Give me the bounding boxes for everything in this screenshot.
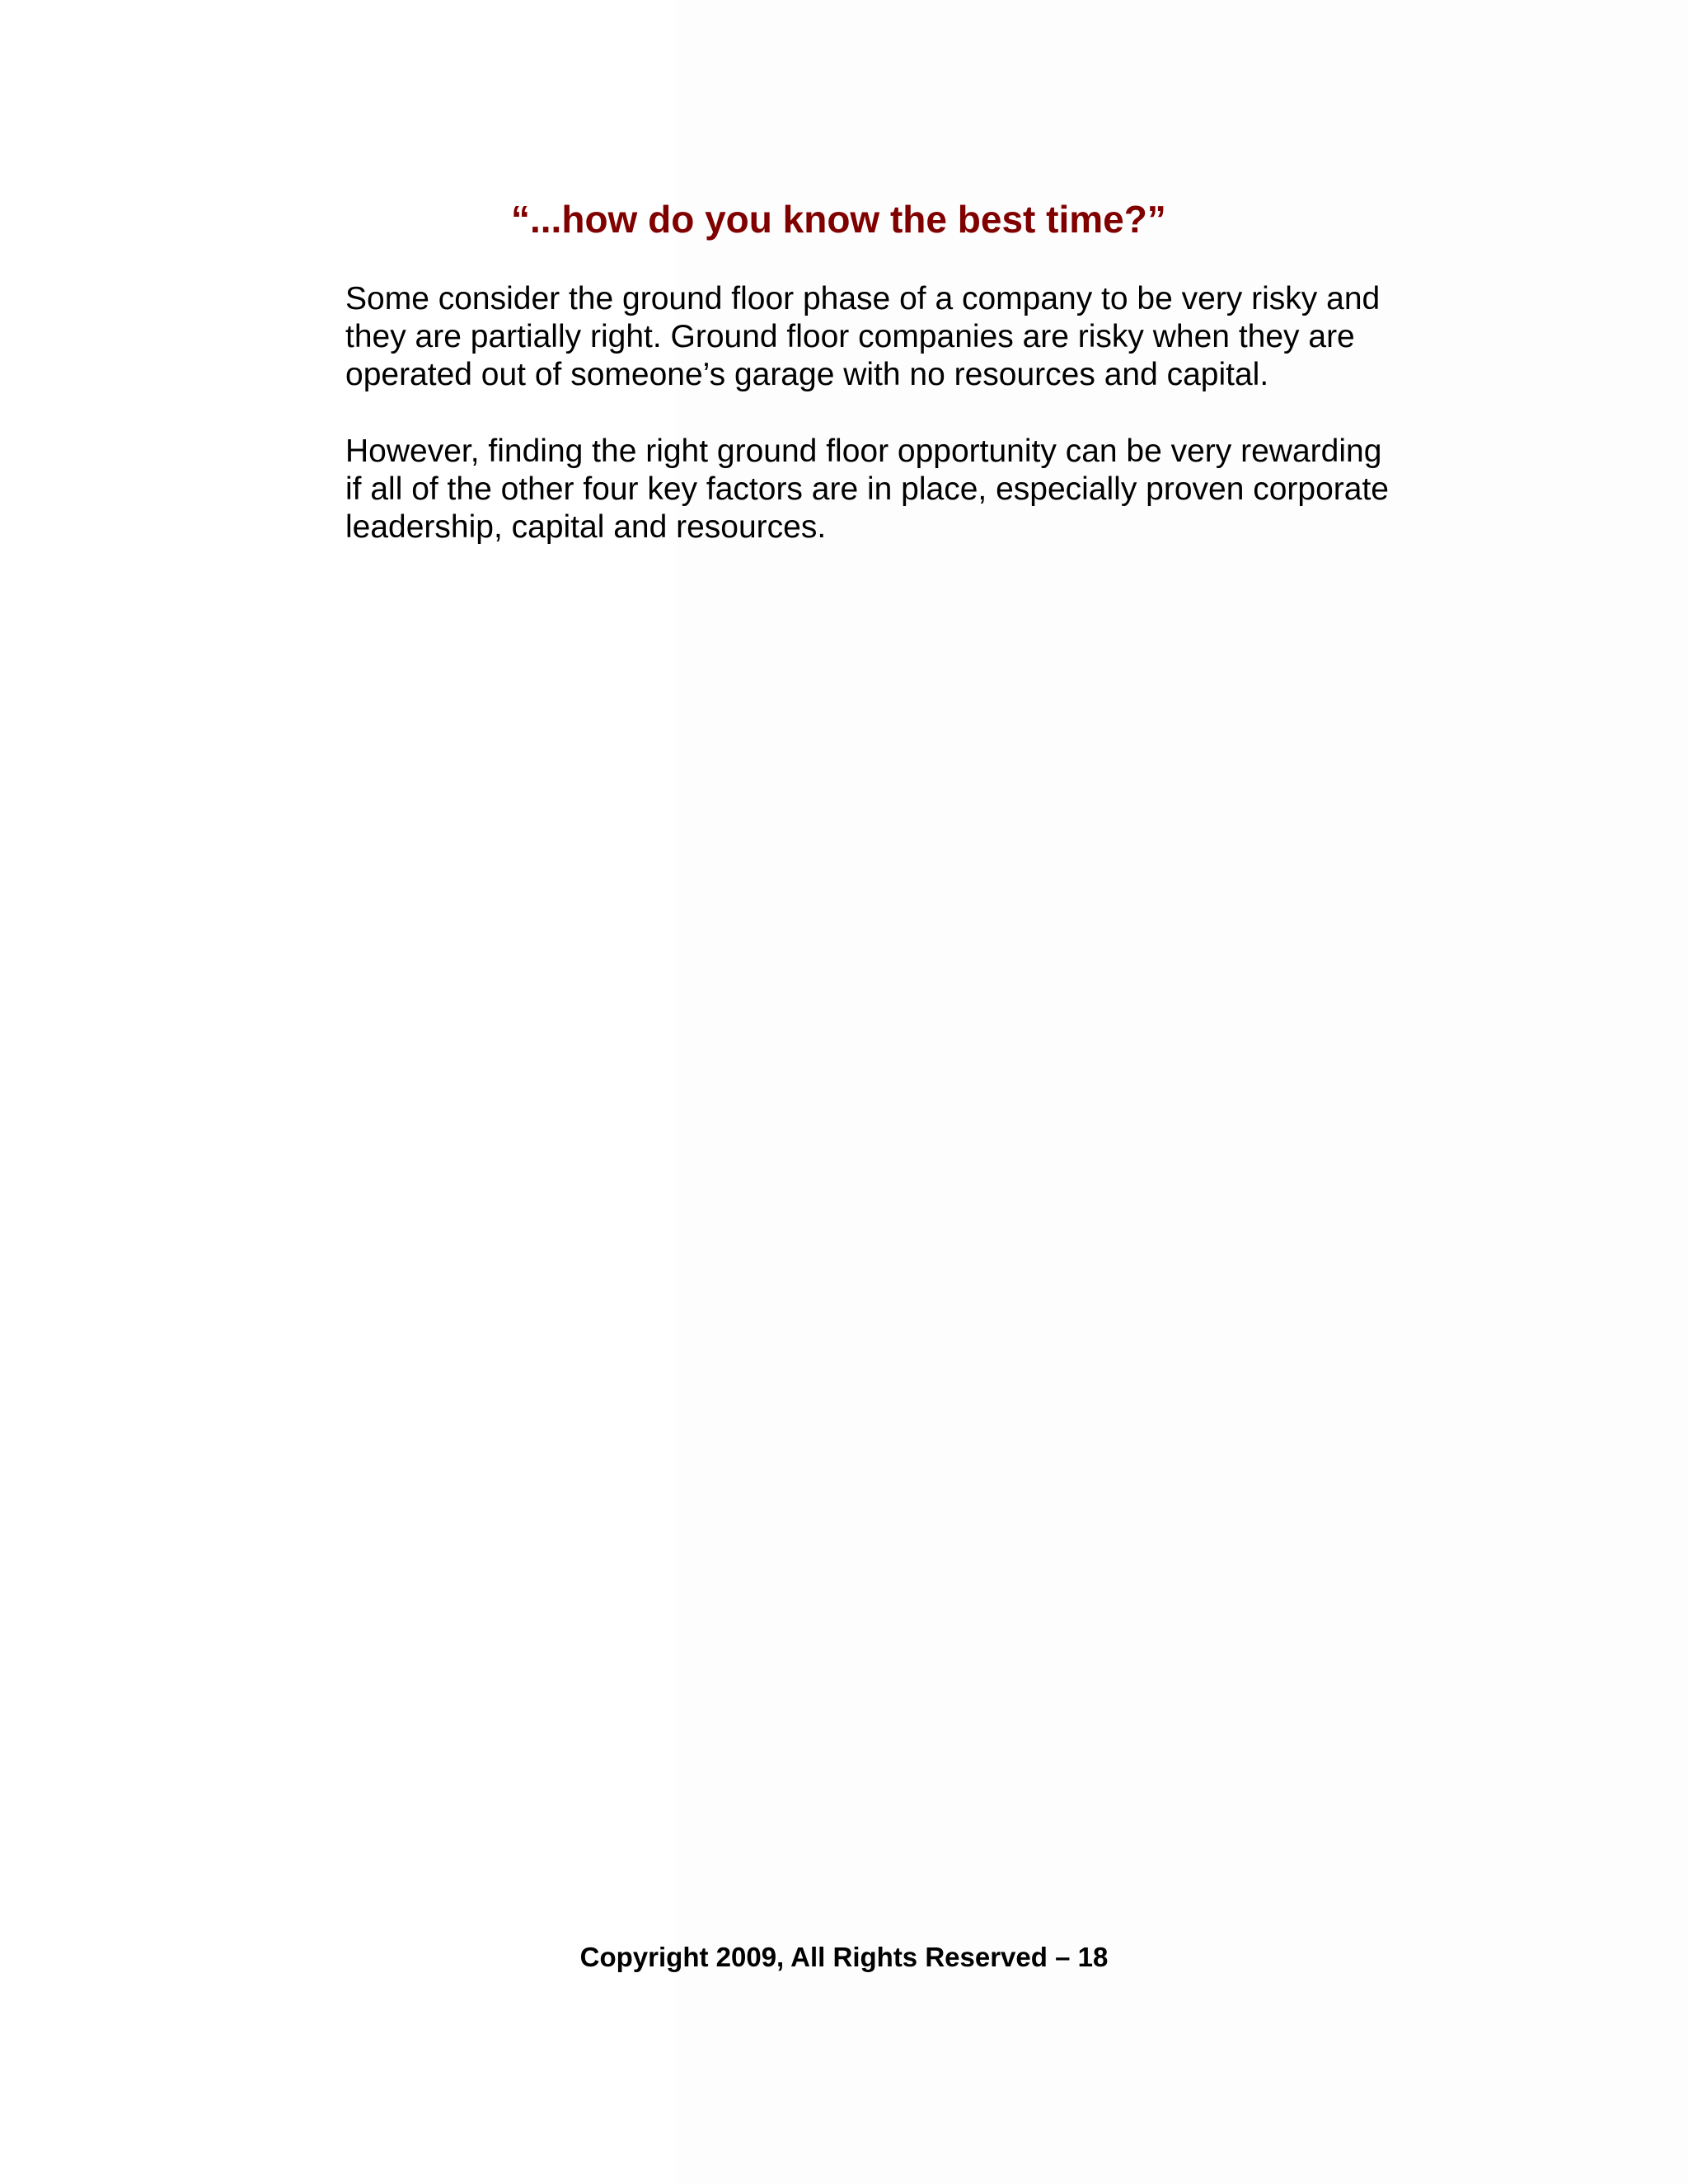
paragraph-line: operated out of someone’s garage with no resources and capital.: [345, 357, 1269, 392]
page-heading: “...how do you know the best time?”: [511, 198, 1166, 241]
paragraph-line: leadership, capital and resources.: [345, 509, 827, 545]
paragraph-line: if all of the other four key factors are in place, especially proven corporate: [345, 471, 1389, 507]
body-paragraph: [345, 280, 1442, 394]
paragraph-line: Some consider the ground floor phase of a company to be very risky and: [345, 281, 1381, 316]
paragraph-line: However, finding the right ground floor opportunity can be very rewarding: [345, 434, 1382, 469]
paragraph-line: they are partially right. Ground floor companies are risky when they are: [345, 319, 1355, 354]
copyright-footer: Copyright 2009, All Rights Reserved – 18: [579, 1942, 1109, 1972]
body-paragraph: [345, 433, 1442, 546]
